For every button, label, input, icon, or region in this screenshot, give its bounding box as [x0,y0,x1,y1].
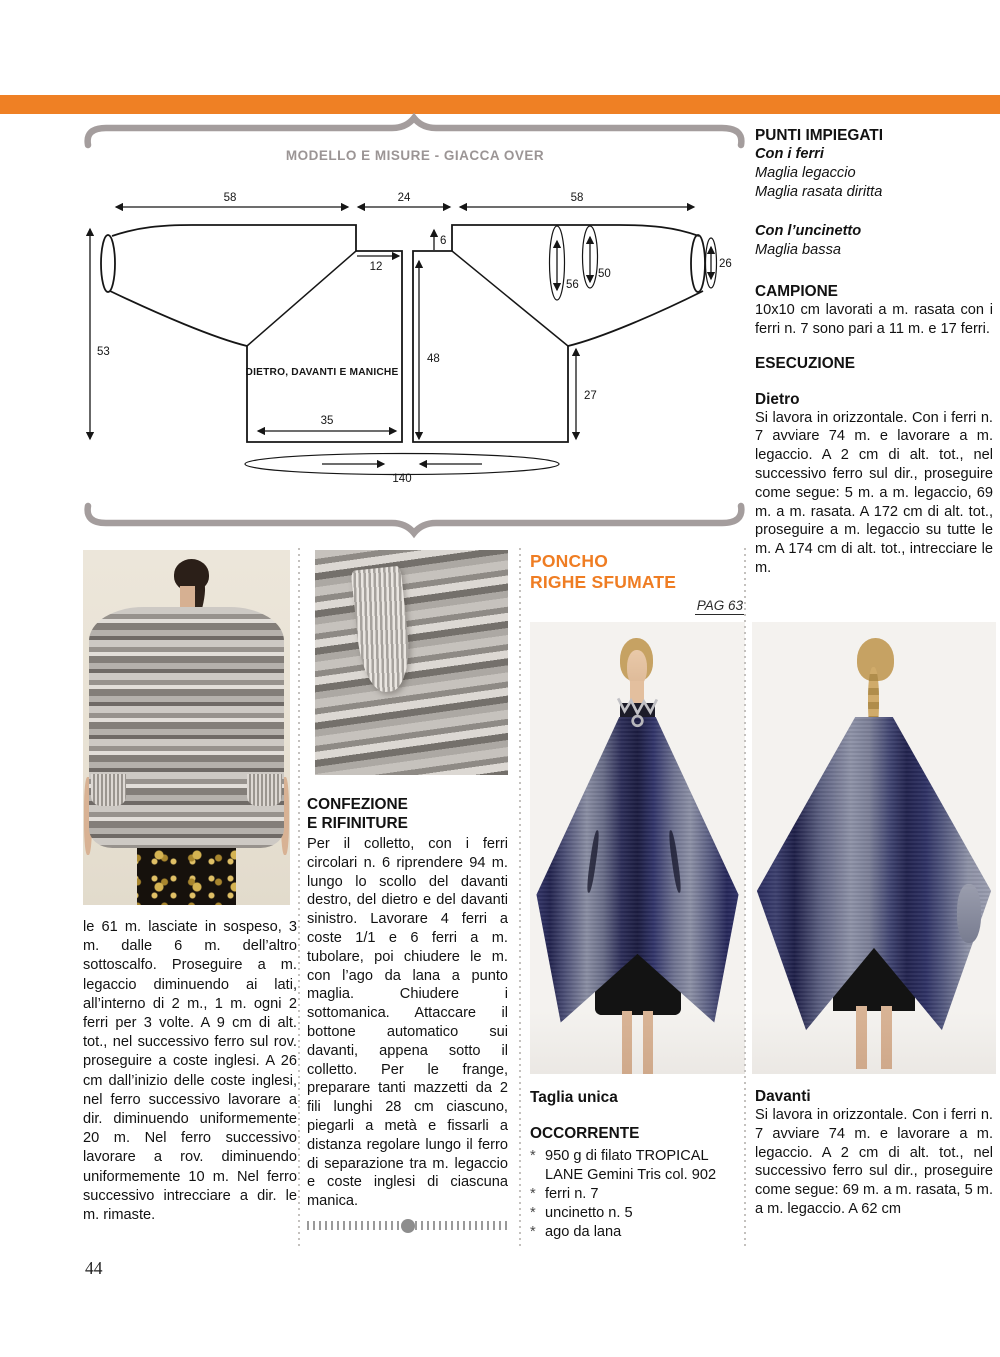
model-leg-left [856,1006,867,1069]
list-item [530,1147,745,1185]
measure-58-left: 58 [223,192,237,204]
measure-56: 56 [566,279,579,291]
measurement-labels [97,192,732,485]
punti-impiegati-title: PUNTI IMPIEGATI [755,127,883,144]
measure-24: 24 [397,192,411,204]
davanti-block [755,1088,993,1219]
measure-58-right: 58 [570,192,584,204]
section-divider [307,1219,508,1233]
middle-text-column [307,795,508,1211]
asterisk-bullet-icon: * [530,1186,536,1202]
dietro-title: Dietro [755,390,800,408]
right-cuff [691,235,705,292]
taglia-unica-title: Taglia unica [530,1089,618,1106]
measure-53: 53 [97,346,110,358]
bottom-brace [88,506,742,533]
list-item [530,1204,745,1223]
list-item-text: ferri n. 7 [545,1186,599,1202]
sleeve-fringe-right [247,774,282,806]
divider-dot-icon [401,1219,415,1233]
left-piece-outline [110,225,402,442]
left-raglan-line [247,251,356,346]
measure-140: 140 [392,473,412,485]
left-text-column: le 61 m. lasciate in sospeso, 3 m. dalle 6 m. dell’altro sottoscalfo. Proseguire a m. legaccio diminuendo ai lati, all’interno di 2 m., 1 m. ogni 2 ferri per 3 volte. A 9 cm di alt. tot., nel successivo ferro sul rov. proseguire a coste inglesi. A 26 cm dall’inizio delle coste inglesi, nel ferro successivo lavorare a dir. diminuendo uniformemente 20 m. Nel ferro successivo lavorare a rov. diminuendo uniformemente 10 m. Nel ferro successivo intrecciare a dir. le m. rimaste. [83,919,297,1224]
measure-50: 50 [598,268,611,280]
page-ref-link[interactable]: PAG 63 [696,598,743,613]
asterisk-bullet-icon: * [530,1148,536,1164]
jacket-schematic-diagram [80,110,750,570]
confezione-title-line1: CONFEZIONE [307,796,408,813]
poncho-column-bottom [530,1089,745,1242]
model-leg-right [881,1006,892,1069]
list-item-text: 950 g di filato TROPICAL LANE Gemini Tris col. 902 [545,1148,717,1183]
list-item-text: uncinetto n. 5 [545,1205,633,1221]
necklace [616,692,659,733]
column-separator [744,548,746,1248]
davanti-text: Si lavora in orizzontale. Con i ferri n. 7 avviare 74 m. e lavorare a m. legaccio. A 2 cm di alt. tot., nel successivo ferro sul dir., proseguire come segue: 69 m. a m. rasata, 5 m. a m. legaccio. A 62 cm [755,1107,993,1217]
photo-knit-detail [315,550,508,775]
stitch-item: Maglia legaccio [755,165,856,181]
model-leg-right [643,1011,653,1074]
page-number: 44 [85,1258,103,1278]
campione-text: 10x10 cm lavorati a m. rasata con i ferri n. 7 sono pari a 11 m. e 17 ferri. [755,302,993,337]
measure-27: 27 [584,390,597,402]
stitch-item: Maglia rasata diritta [755,184,883,200]
con-uncinetto-subtitle: Con l’uncinetto [755,223,862,239]
gray-knit-jacket [89,607,284,848]
list-item-text: ago da lana [545,1224,622,1240]
asterisk-bullet-icon: * [530,1224,536,1240]
poncho-heading-block [530,551,745,615]
stitch-item: Maglia bassa [755,242,841,258]
confezione-title-line2: E RIFINITURE [307,815,408,832]
asterisk-bullet-icon: * [530,1205,536,1221]
schematic-title: MODELLO E MISURE - GIACCA OVER [285,148,545,163]
measure-48: 48 [427,353,440,365]
dietro-text: Si lavora in orizzontale. Con i ferri n. 7 avviare 74 m. e lavorare a m. legaccio. A 2 cm di alt. tot., nel successivo ferro sul dir., proseguire come segue: 5 m. a m. legaccio, 69 m. a m. rasata. A 172 cm di alt. tot., proseguire a m. legaccio su tutte le m. A 174 cm di alt. tot., intrecciare le m. [755,409,993,576]
photo-poncho-front [530,622,745,1074]
davanti-title: Davanti [755,1088,811,1105]
campione-title: CAMPIONE [755,283,838,300]
esecuzione-title: ESECUZIONE [755,354,856,372]
garment-outlines [101,225,705,442]
measure-6: 6 [440,235,447,247]
fringe-tassel [351,566,414,694]
occorrente-list [530,1147,745,1242]
dimension-lines [90,207,717,475]
measure-26: 26 [719,258,732,270]
page-ref-row [530,597,745,615]
right-raglan-line [452,251,568,346]
list-item [530,1185,745,1204]
poncho-title-line2: RIGHE SFUMATE [530,572,677,592]
gray-drape-cuff [957,884,981,943]
con-i-ferri-subtitle: Con i ferri [755,146,824,162]
poncho-title-line1: PONCHO [530,551,609,571]
measure-12: 12 [369,261,383,273]
column-separator [298,548,300,1248]
sleeve-fringe-left [91,774,126,806]
column-separator [519,548,521,1248]
photo-poncho-back [752,622,996,1074]
right-column [755,126,993,578]
confezione-text: Per il colletto, con i ferri circolari n. 6 riprendere 94 m. lungo lo scollo del davanti destro, del dietro e del davanti sinistro. Lavorare 4 ferri a coste 1/1 e 6 ferri a m. tubolare, poi chiudere le m. con l’ago da lana a punto maglia. Chiudere i sottomanica. Attaccare il bottone automatico sui davanti, appena sotto il colletto. Per le frange, preparare tanti mazzetti da 2 fili lunghi 28 cm ciascuno, piegarli a metà e fissarli a distanza regolare lungo il ferro di separazione tra m. legaccio e coste inglesi di ciascuna manica. [307,836,508,1210]
left-cuff [101,235,115,292]
occorrente-title: OCCORRENTE [530,1125,640,1142]
right-piece-outline [413,225,703,442]
photo-jacket-back [83,550,290,905]
model-leg-left [622,1011,632,1074]
top-brace [88,118,742,145]
piece-label: DIETRO, DAVANTI E MANICHE [245,367,399,378]
list-item [530,1223,745,1242]
measure-35: 35 [320,415,334,427]
